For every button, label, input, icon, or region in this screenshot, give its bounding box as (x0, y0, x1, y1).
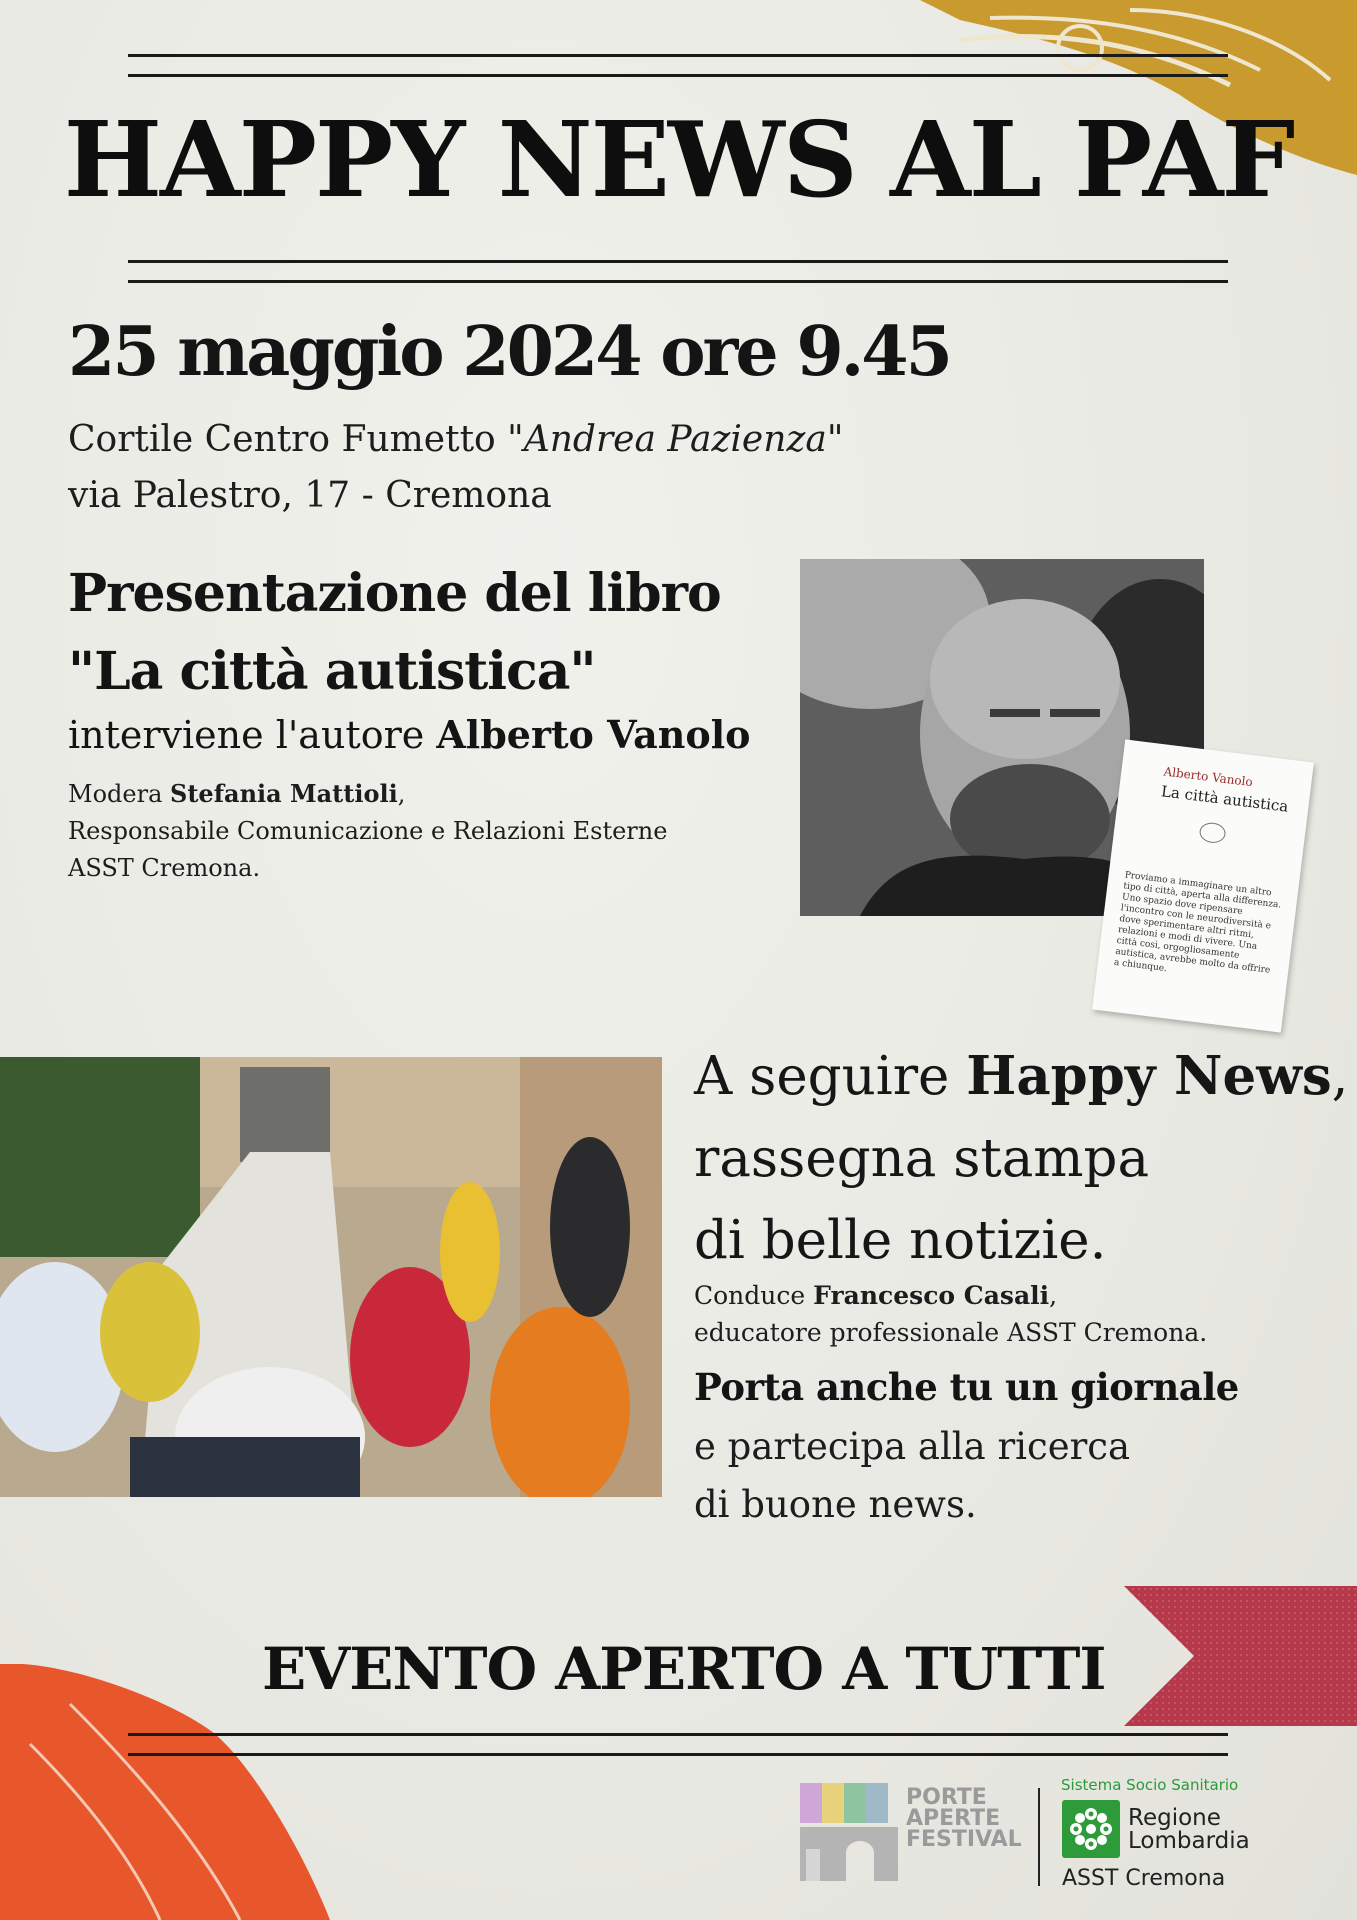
book-intro: Presentazione del libro (68, 563, 721, 624)
sistema-socio-sanitario-label: Sistema Socio Sanitario (1061, 1776, 1239, 1794)
happy-news-line-2: rassegna stampa (694, 1128, 1150, 1189)
happy-news-line-3: di belle notizie. (694, 1210, 1107, 1271)
porte-aperte-festival-logo (800, 1783, 1025, 1883)
book-cover-author: Alberto Vanolo (1162, 764, 1254, 790)
moderator-suffix: , (397, 780, 406, 808)
book-cover-blurb: Proviamo a immaginare un altro tipo di città, aperta alla differenza. Uno spazio dove ripensare l'incontro con le neurodiversità e dove sperimentare altri ritmi, relazioni e modi di vivere. Una città così, orgogliosamente autistica, avrebbe molto da offrire a chiunque. (1113, 870, 1282, 976)
conductor-suffix: , (1049, 1281, 1058, 1310)
conductor-role: educatore professionale ASST Cremona. (694, 1318, 1208, 1347)
paf-word-1: PORTE (906, 1785, 987, 1810)
author-line (68, 712, 751, 757)
page-title: HAPPY NEWS AL PAF (63, 98, 1294, 221)
event-location (68, 419, 844, 460)
headline-suffix: , (1331, 1046, 1349, 1107)
happy-news-name: Happy News (966, 1045, 1332, 1107)
region-word-2: Lombardia (1128, 1828, 1250, 1854)
paf-word-2: APERTE (906, 1806, 1001, 1831)
book-cover (1092, 739, 1314, 1032)
lombardia-rose-icon (1062, 1800, 1120, 1858)
conductor-line (694, 1283, 1057, 1308)
participate-line-2: di buone news. (694, 1483, 977, 1526)
moderator-prefix: Modera (68, 780, 170, 808)
paf-word-3: FESTIVAL (906, 1827, 1022, 1852)
asst-cremona-label: ASST Cremona (1062, 1866, 1226, 1891)
conductor-name: Francesco Casali (813, 1281, 1050, 1310)
moderator-org: ASST Cremona. (68, 854, 261, 882)
logo-divider (1038, 1788, 1040, 1886)
moderator-line (68, 779, 406, 808)
open-event-banner: EVENTO APERTO A TUTTI (262, 1635, 1106, 1703)
newspaper-readers-photo (0, 1057, 662, 1497)
headline-prefix: A seguire (694, 1046, 967, 1107)
moderator-role: Responsabile Comunicazione e Relazioni Esterne (68, 817, 668, 845)
title-rule-bottom-1 (128, 260, 1228, 263)
author-prefix: interviene l'autore (68, 713, 437, 757)
book-cover-title: La città autistica (1160, 782, 1290, 816)
publisher-emblem-icon (1198, 821, 1226, 844)
author-name: Alberto Vanolo (436, 712, 751, 757)
book-title: "La città autistica" (68, 641, 596, 702)
location-prefix: Cortile Centro Fumetto " (68, 419, 524, 460)
red-ribbon-decoration (1124, 1586, 1357, 1726)
happy-news-headline (694, 1045, 1349, 1107)
location-suffix: " (826, 419, 844, 460)
title-rule-top-2 (128, 74, 1228, 77)
footer-rule-1 (128, 1733, 1228, 1736)
moderator-name: Stefania Mattioli (170, 779, 398, 808)
regione-lombardia-wordmark (1128, 1807, 1250, 1853)
call-to-action: Porta anche tu un giornale (694, 1365, 1239, 1409)
event-address: via Palestro, 17 - Cremona (68, 475, 552, 516)
conductor-prefix: Conduce (694, 1281, 814, 1310)
title-rule-top-1 (128, 54, 1228, 57)
footer-rule-2 (128, 1753, 1228, 1756)
paf-mark-icon (800, 1783, 900, 1883)
participate-line-1: e partecipa alla ricerca (694, 1425, 1131, 1468)
location-name: Andrea Pazienza (523, 419, 827, 460)
event-date: 25 maggio 2024 ore 9.45 (68, 312, 950, 392)
region-word-1: Regione (1128, 1805, 1221, 1831)
paf-wordmark (906, 1787, 1022, 1850)
title-rule-bottom-2 (128, 280, 1228, 283)
